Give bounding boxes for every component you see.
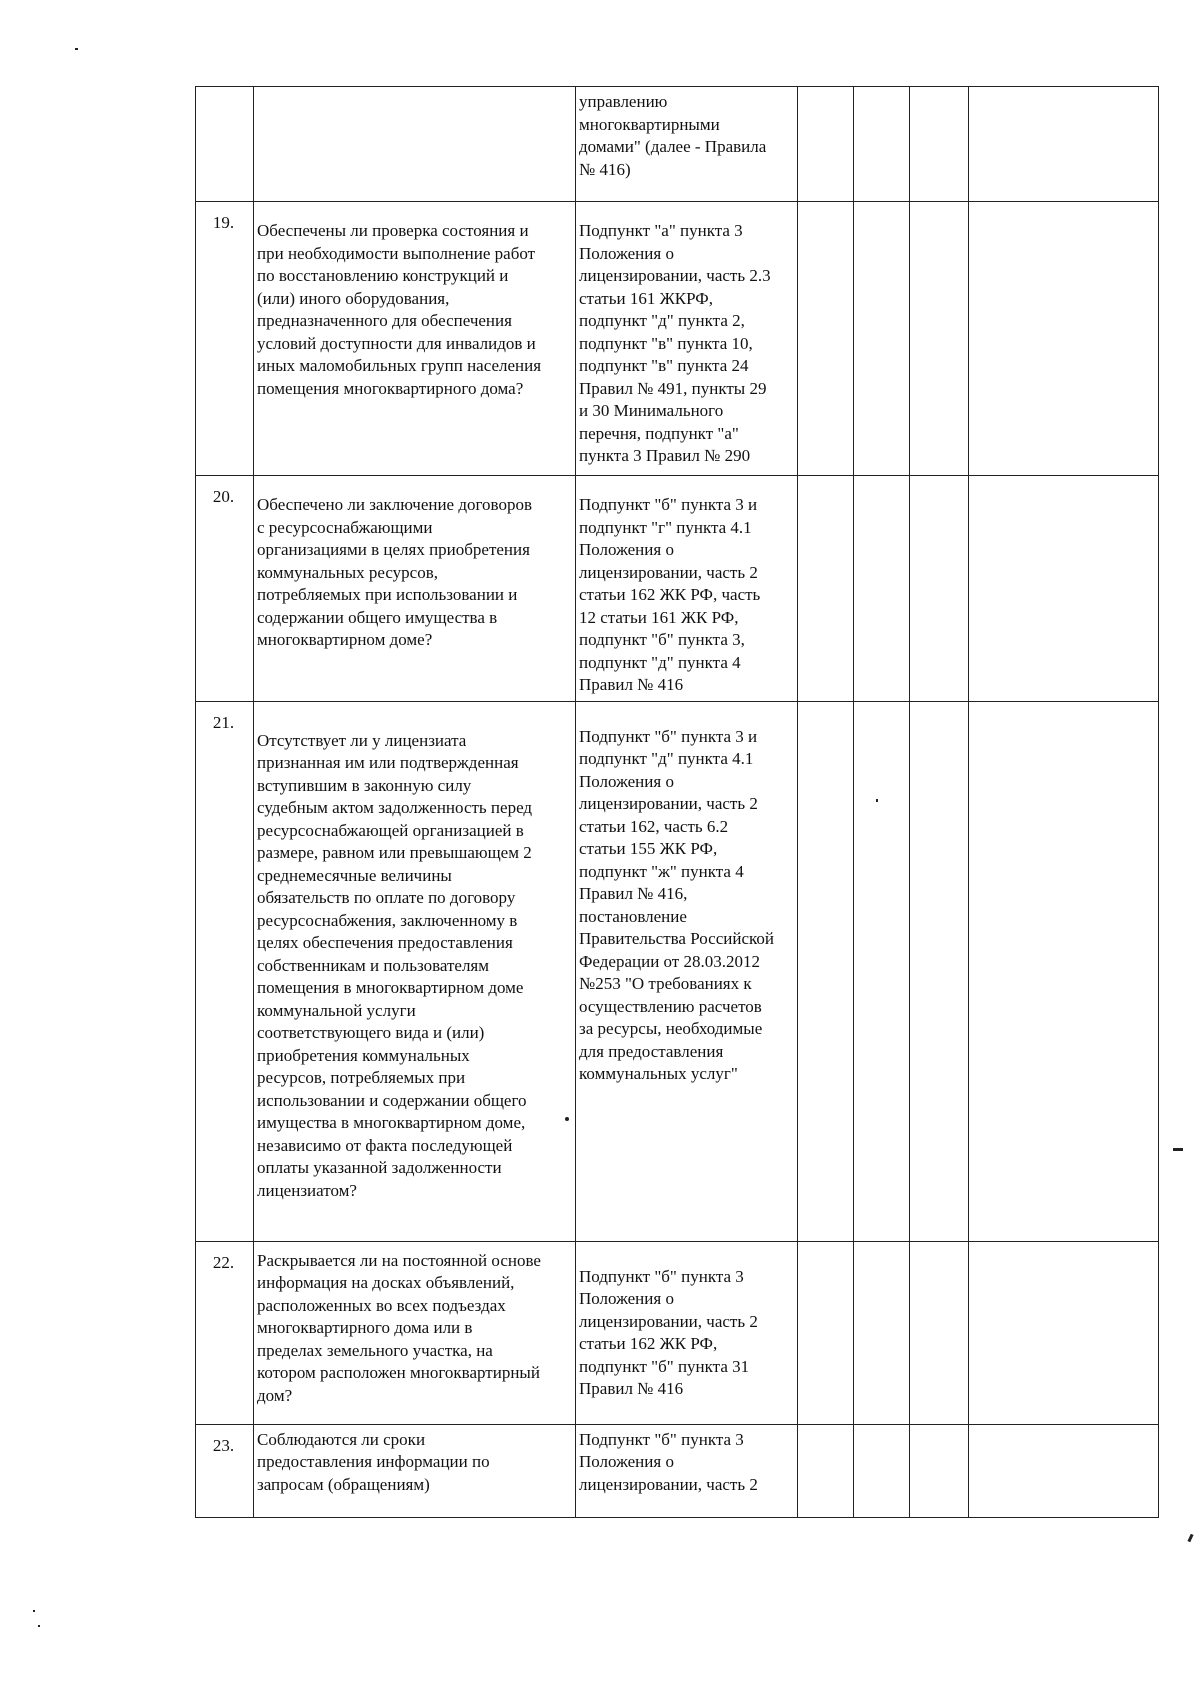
answer-cell [798, 1241, 854, 1424]
table-row [196, 1241, 1159, 1424]
note-cell [969, 701, 1159, 1241]
table-row [196, 87, 1159, 202]
answer-cell [798, 701, 854, 1241]
answer-cell [854, 87, 910, 202]
question-cell: Соблюдаются ли сроки предоставления информации по запросам (обращениям) [254, 1424, 576, 1517]
note-cell [969, 87, 1159, 202]
reference-cell: управлению многоквартирными домами" (далее - Правила № 416) [576, 87, 798, 202]
question-cell [254, 87, 576, 202]
question-cell: Раскрывается ли на постоянной основе информация на досках объявлений, расположенных во всех подъездах многоквартирного дома или в пределах земельного участка, на котором расположен многоквартирный дом? [254, 1241, 576, 1424]
scan-speck [75, 48, 78, 50]
question-cell: Обеспечено ли заключение договоров с ресурсоснабжающими организациями в целях приобретения коммунальных ресурсов, потребляемых при использовании и содержании общего имущества в многоквартирном доме? [254, 476, 576, 702]
note-cell [969, 1241, 1159, 1424]
note-cell [969, 476, 1159, 702]
row-number: 22. [196, 1241, 254, 1424]
answer-cell [854, 476, 910, 702]
scan-speck [565, 1117, 569, 1121]
table-row [196, 1424, 1159, 1517]
table-row [196, 701, 1159, 1241]
answer-cell [854, 202, 910, 476]
answer-cell [798, 87, 854, 202]
answer-cell [854, 701, 910, 1241]
table-row [196, 202, 1159, 476]
question-cell: Отсутствует ли у лицензиата признанная им или подтвержденная вступившим в законную силу судебным актом задолженность перед ресурсоснабжающей организацией в размере, равном или превышающем 2 среднемесячные величины обязательств по оплате по договору ресурсоснабжения, заключенному в целях обеспечения предоставления собственникам и пользователям помещения в многоквартирном доме коммунальной услуги соответствующего вида и (или) приобретения коммунальных ресурсов, потребляемых при использовании и содержании общего имущества в многоквартирном доме, независимо от факта последующей оплаты указанной задолженности лицензиатом? [254, 701, 576, 1241]
checklist-table [195, 86, 1159, 1518]
reference-cell: Подпункт "а" пункта 3 Положения о лицензировании, часть 2.3 статьи 161 ЖКРФ, подпункт "д" пункта 2, подпункт "в" пункта 10, подпункт "в" пункта 24 Правил № 491, пункты 29 и 30 Минимального перечня, подпункт "а" пункта 3 Правил № 290 [576, 202, 798, 476]
scan-speck [38, 1625, 40, 1627]
row-number: 23. [196, 1424, 254, 1517]
scan-tick [1187, 1534, 1193, 1543]
row-number: 20. [196, 476, 254, 702]
row-number: 19. [196, 202, 254, 476]
answer-cell [798, 1424, 854, 1517]
reference-cell: Подпункт "б" пункта 3 и подпункт "д" пункта 4.1 Положения о лицензировании, часть 2 статьи 162, часть 6.2 статьи 155 ЖК РФ, подпункт "ж" пункта 4 Правил № 416, постановление Правительства Российской Федерации от 28.03.2012 №253 "О требованиях к осуществлению расчетов за ресурсы, необходимые для предоставления коммунальных услуг" [576, 701, 798, 1241]
answer-cell [854, 1241, 910, 1424]
row-number: 21. [196, 701, 254, 1241]
answer-cell [798, 202, 854, 476]
answer-cell [798, 476, 854, 702]
answer-cell [910, 87, 969, 202]
reference-cell: Подпункт "б" пункта 3 Положения о лицензировании, часть 2 статьи 162 ЖК РФ, подпункт "б" пункта 31 Правил № 416 [576, 1241, 798, 1424]
reference-cell: Подпункт "б" пункта 3 и подпункт "г" пункта 4.1 Положения о лицензировании, часть 2 статьи 162 ЖК РФ, часть 12 статьи 161 ЖК РФ, подпункт "б" пункта 3, подпункт "д" пункта 4 Правил № 416 [576, 476, 798, 702]
question-cell: Обеспечены ли проверка состояния и при необходимости выполнение работ по восстановлению конструкций и (или) иного оборудования, предназначенного для обеспечения условий доступности для инвалидов и иных маломобильных групп населения помещения многоквартирного дома? [254, 202, 576, 476]
answer-cell [910, 701, 969, 1241]
scan-speck [33, 1610, 35, 1612]
answer-cell [854, 1424, 910, 1517]
note-cell [969, 1424, 1159, 1517]
note-cell [969, 202, 1159, 476]
answer-cell [910, 1241, 969, 1424]
row-number [196, 87, 254, 202]
scan-dash [1173, 1148, 1183, 1151]
answer-cell [910, 476, 969, 702]
answer-cell [910, 1424, 969, 1517]
scan-speck [876, 799, 878, 802]
answer-cell [910, 202, 969, 476]
reference-cell: Подпункт "б" пункта 3 Положения о лицензировании, часть 2 [576, 1424, 798, 1517]
table-row [196, 476, 1159, 702]
